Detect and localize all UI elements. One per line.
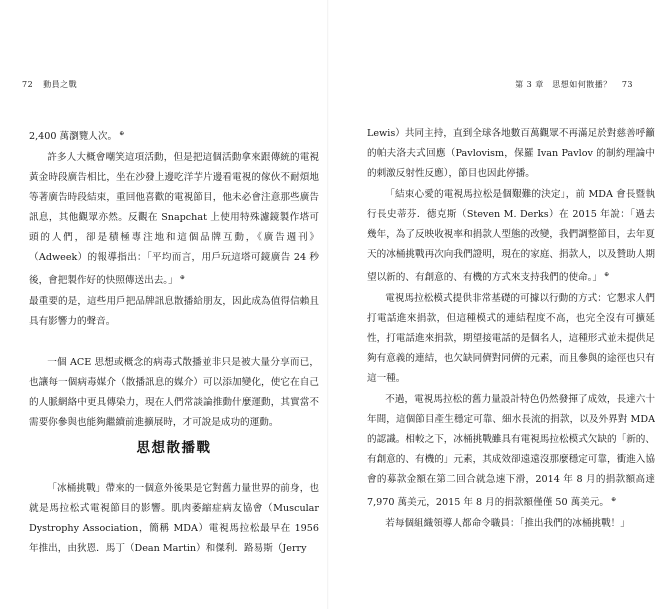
left-page-number: 72	[22, 80, 34, 89]
paragraph-text: 電視馬拉松模式提供非常基礎的可據以行動的方式：它懇求人們打電話進來捐款，但這種模式的連結程度不高，也完全沒有可擴延性，打電話進來捐款，期望接電話的是個名人，這種形式並未提供足夠有意義的連結，也欠缺同儕對同儕的元素，而且參與的途徑也只有這一種。	[367, 293, 655, 385]
paragraph-text: 若每個組織領導人都命令職員：「推出我們的冰桶挑戰！」	[385, 518, 630, 530]
paragraph	[29, 124, 319, 147]
right-page-header	[515, 79, 633, 90]
paragraph	[29, 479, 319, 559]
paragraph-text: 最重要的是，這些用戶把品牌訊息散播給朋友，因此成為值得信賴且具有影響力的聲音。	[29, 296, 319, 328]
paragraph	[367, 289, 655, 389]
endnote-marker: ⊕	[611, 496, 617, 504]
endnote-marker: ⊕	[179, 274, 185, 282]
left-running-head: 動員之戰	[43, 80, 78, 89]
paragraph	[29, 292, 319, 332]
endnote-marker: ⊕	[119, 130, 125, 137]
paragraph-text: 不過，電視馬拉松的舊力量設計特色仍然發揮了成效，長達六十年間，這個節目產生穩定可靠、細水長流的捐款，以及外界對 MDA 的認識。相較之下，冰桶挑戰雖具有電視馬拉松模式欠缺的「新的、有創意的、有機的」元素，其成效卻遠遠沒那麼穩定可靠，衝進入協會的募款金額在第二回合就急速下滑，2014 年 8 月的捐款額高達 7,970 萬美元，2015 年 8 月的捐款額僅僅 50 萬美元。	[367, 394, 655, 509]
right-page-body	[367, 124, 655, 535]
right-page-number: 73	[621, 80, 633, 89]
section-heading: 思想散播戰	[136, 440, 212, 457]
paragraph-text: 2,400 萬瀏覽人次。	[29, 131, 118, 143]
paragraph-text: 許多人大概會嘲笑這項活動，但是把這個活動拿來跟傳統的電視黃金時段廣告相比，坐在沙發上邊吃洋芋片邊看電視的傢伙不耐煩地等著廣告時段結束，重回他喜歡的電視節目，他未必會注意那些廣告訊息，其他觀眾亦然。反觀在 Snapchat 上使用特殊濾鏡製作塔可頭的人們，卻是積極專注地和這個品牌互動，《廣告週刊》（Adweek）的報導指出：「平均而言，用戶玩這塔可鏡廣告 24 秒後，會把製作好的快照傳送出去。」	[29, 152, 319, 287]
paragraph	[29, 148, 319, 291]
left-page-body	[29, 124, 319, 560]
right-running-head: 第 3 章 思想如何散播？	[515, 80, 612, 89]
paragraph-text: Lewis）共同主持，直到全球各地數百萬觀眾不再滿足於對慈善呼籲的帕夫洛夫式回應（Pavlovism，保羅 Ivan Pavlov 的制約理論中的刺激反射性反應），節目也因此停播。	[367, 128, 655, 179]
paragraph	[367, 514, 655, 534]
paragraph	[367, 185, 655, 288]
paragraph	[367, 390, 655, 513]
paragraph-text: 「冰桶挑戰」帶來的一個意外後果是它對舊力量世界的前身，也就是馬拉松式電視節目的影響。肌肉萎縮症病友協會（Muscular Dystrophy Association，簡稱 MDA）電視馬拉松最早在 1956 年推出，由狄恩．馬丁（Dean Martin）和傑利．路易斯（Jerry	[29, 483, 319, 555]
page-gutter	[327, 0, 329, 609]
paragraph	[29, 353, 319, 433]
paragraph-text: 「結束心愛的電視馬拉松是個艱難的決定」，前 MDA 會長暨執行長史蒂芬．德克斯（Steven M. Derks）在 2015 年說：「過去幾年，為了反映收視率和捐款人型態的改變，我們調整節目，去年夏天的冰桶挑戰再次向我們證明，現在的家庭、捐款人，以及贊助人期望以新的、有創意的、有機的方式來支持我們的使命。」	[367, 189, 655, 284]
left-page-header	[22, 79, 77, 90]
paragraph-text: 一個 ACE 思想或概念的病毒式散播並非只是被大量分享而已，也讓每一個病毒媒介（散播訊息的媒介）可以添加變化，使它在自己的人脈網絡中更具傳染力，現在人們常談論推動什麼運動，其實當不需要你參與也能夠繼續前進擴展時，才可說是成功的運動。	[29, 357, 319, 429]
paragraph	[367, 124, 655, 184]
endnote-marker: ⊕	[604, 271, 610, 278]
